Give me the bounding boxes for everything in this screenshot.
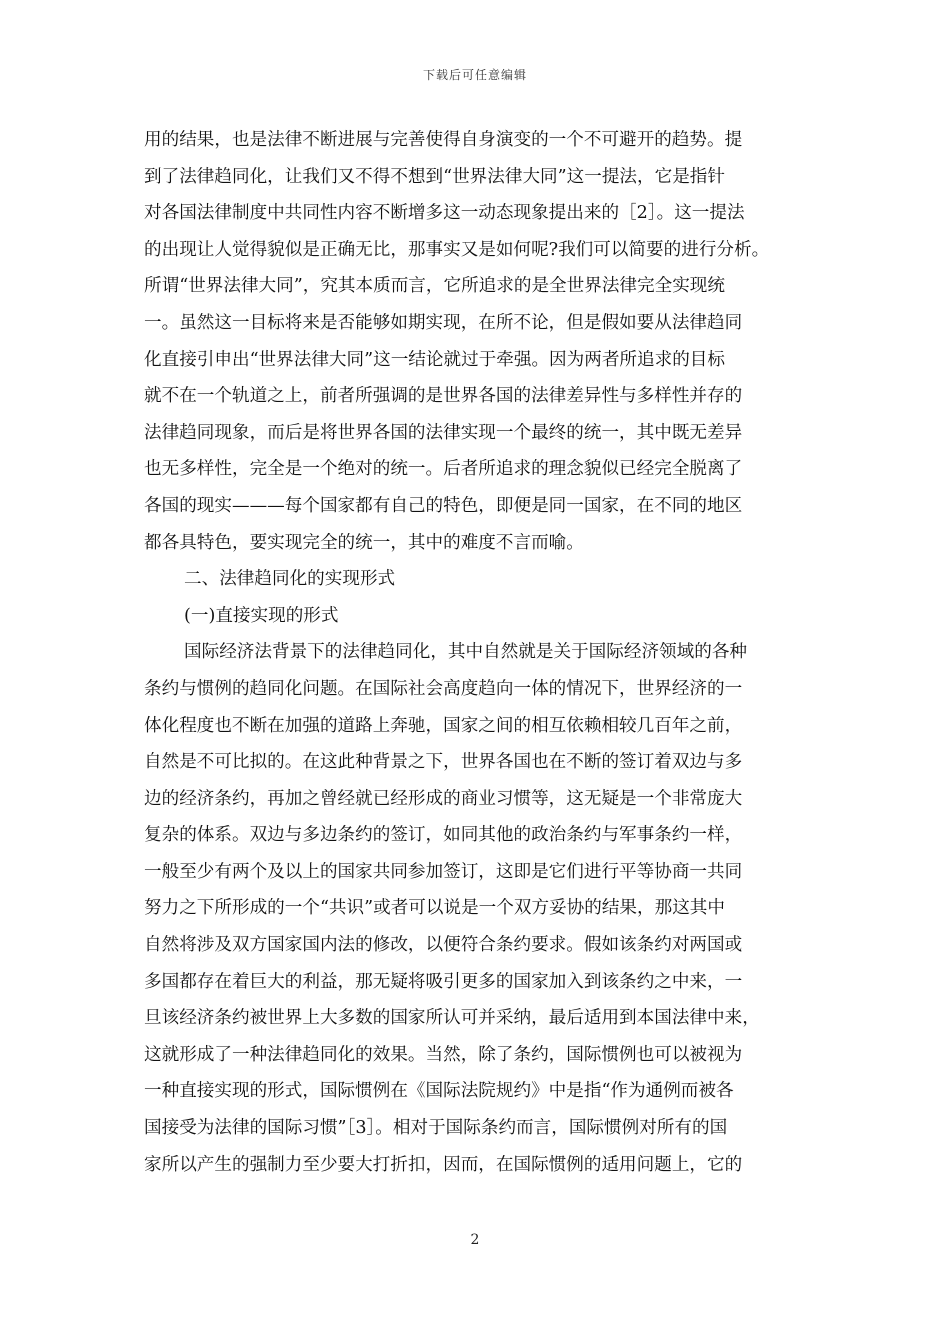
page-number: 2 [470,1232,480,1248]
body-line: 一般至少有两个及以上的国家共同参加签订，这即是它们进行平等协商一共同 [144,861,743,882]
body-line: 一。虽然这一目标将来是否能够如期实现，在所不论，但是假如要从法律趋同 [144,312,743,333]
body-line: 家所以产生的强制力至少要大打折扣，因而，在国际惯例的适用问题上，它的 [144,1154,743,1175]
body-line: 体化程度也不断在加强的道路上奔驰，国家之间的相互依赖相较几百年之前， [144,715,743,736]
paragraph-first-line: 国际经济法背景下的法律趋同化，其中自然就是关于国际经济领域的各种 [184,642,748,663]
body-line: 一种直接实现的形式，国际惯例在《国际法院规约》中是指“作为通例而被各 [144,1081,734,1102]
body-line: 也无多样性，完全是一个绝对的统一。后者所追求的理念貌似已经完全脱离了 [144,459,743,480]
body-line: 对各国法律制度中共同性内容不断增多这一动态现象提出来的［2］。这一提法 [144,203,745,224]
body-line: 这就形成了一种法律趋同化的效果。当然，除了条约，国际惯例也可以被视为 [144,1044,743,1065]
body-line: 条约与惯例的趋同化问题。在国际社会高度趋向一体的情况下，世界经济的一 [144,678,743,699]
body-line: 国接受为法律的国际习惯”［3］。相对于国际条约而言，国际惯例对所有的国 [144,1118,728,1139]
body-line: 努力之下所形成的一个“共识”或者可以说是一个双方妥协的结果，那这其中 [144,898,725,919]
body-line: 都各具特色，要实现完全的统一，其中的难度不言而喻。 [144,532,584,553]
page-header: 下载后可任意编辑 [422,68,527,82]
body-line: 旦该经济条约被世界上大多数的国家所认可并采纳，最后适用到本国法律中来， [144,1008,760,1029]
body-line: 化直接引申出“世界法律大同”这一结论就过于牵强。因为两者所追求的目标 [144,349,725,370]
body-line: 的出现让人觉得貌似是正确无比，那事实又是如何呢?我们可以简要的进行分析。 [144,239,770,260]
body-line: 到了法律趋同化，让我们又不得不想到“世界法律大同”这一提法，它是指针 [144,166,725,187]
body-line: 法律趋同现象，而后是将世界各国的法律实现一个最终的统一，其中既无差异 [144,422,743,443]
section-heading: 二、法律趋同化的实现形式 [184,569,396,590]
body-line: 自然是不可比拟的。在这此种背景之下，世界各国也在不断的签订着双边与多 [144,752,743,773]
body-line: 边的经济条约，再加之曾经就已经形成的商业习惯等，这无疑是一个非常庞大 [144,788,743,809]
body-line: 复杂的体系。双边与多边条约的签订，如同其他的政治条约与军事条约一样， [144,825,743,846]
subsection-heading: (一)直接实现的形式 [184,605,339,626]
body-line: 用的结果，也是法律不断进展与完善使得自身演变的一个不可避开的趋势。提 [144,130,743,150]
body-line: 就不在一个轨道之上，前者所强调的是世界各国的法律差异性与多样性并存的 [144,386,743,407]
document-body [144,122,812,1183]
body-line: 自然将涉及双方国家国内法的修改，以便符合条约要求。假如该条约对两国或 [144,935,743,956]
body-line: 多国都存在着巨大的利益，那无疑将吸引更多的国家加入到该条约之中来，一 [144,971,743,992]
body-line: 所谓“世界法律大同”，究其本质而言，它所追求的是全世界法律完全实现统 [144,276,725,297]
body-line: 各国的现实———每个国家都有自己的特色，即便是同一国家，在不同的地区 [144,495,743,516]
